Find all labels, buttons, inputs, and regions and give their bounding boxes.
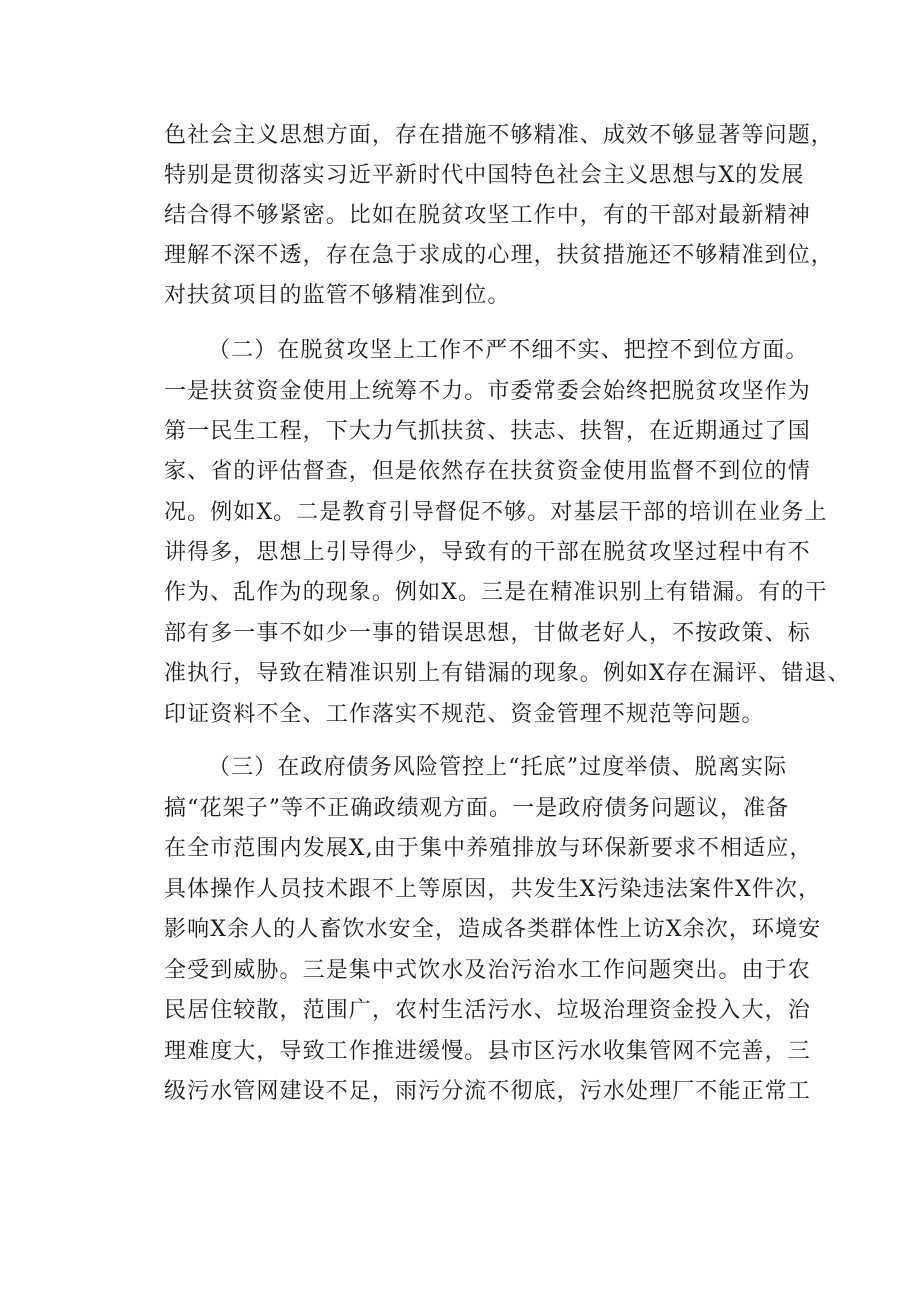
text-line: 结合得不够紧密。比如在脱贫攻坚工作中，有的干部对最新精神 bbox=[164, 203, 811, 228]
text-line: 部有多一事不如少一事的错误思想，甘做老好人，不按政策、标 bbox=[164, 621, 811, 646]
text-line: 级污水管网建设不足，雨污分流不彻底，污水处理厂不能正常工 bbox=[164, 1079, 811, 1104]
text-line: 在全市范围内发展X,由于集中养殖排放与环保新要求不相适应， bbox=[164, 836, 813, 861]
text-line: 理难度大，导致工作推进缓慢。县市区污水收集管网不完善，三 bbox=[164, 1039, 811, 1064]
text-line: 讲得多，思想上引导得少，导致有的干部在脱贫攻坚过程中有不 bbox=[164, 540, 811, 565]
text-line: 家、省的评估督查，但是依然存在扶贫资金使用监督不到位的情 bbox=[164, 459, 811, 484]
text-line: 色社会主义思想方面，存在措施不够精准、成效不够显著等问题， bbox=[164, 123, 834, 148]
text-line: 具体操作人员技术跟不上等原因，共发生X污染违法案件X件次， bbox=[164, 877, 822, 902]
text-line: 况。例如X。二是教育引导督促不够。对基层干部的培训在业务上 bbox=[164, 500, 828, 525]
text-line: 全受到威胁。三是集中式饮水及治污治水工作问题突出。由于农 bbox=[164, 958, 811, 983]
text-line: 一是扶贫资金使用上统筹不力。市委常委会始终把脱贫攻坚作为 bbox=[164, 379, 811, 404]
text-line: 特别是贯彻落实习近平新时代中国特色社会主义思想与X的发展 bbox=[164, 163, 805, 188]
text-line: 第一民生工程，下大力气抓扶贫、扶志、扶智，在近期通过了国 bbox=[164, 419, 811, 444]
text-line: 印证资料不全、工作落实不规范、资金管理不规范等问题。 bbox=[164, 702, 765, 727]
text-line: 理解不深不透，存在急于求成的心理，扶贫措施还不够精准到位， bbox=[164, 243, 834, 268]
text-line: 影响X余人的人畜饮水安全，造成各类群体性上访X余次，环境安 bbox=[164, 917, 822, 942]
text-line: 对扶贫项目的监管不够精准到位。 bbox=[164, 283, 511, 308]
text-line: 作为、乱作为的现象。例如X。三是在精准识别上有错漏。有的干 bbox=[164, 580, 828, 605]
section-heading-2: （二）在脱贫攻坚上工作不严不细不实、把控不到位方面。 bbox=[208, 338, 809, 363]
text-line: 准执行，导致在精准识别上有错漏的现象。例如X存在漏评、错退、 bbox=[164, 661, 851, 686]
section-heading-3: （三）在政府债务风险管控上“托底”过度举债、脱离实际 bbox=[208, 755, 788, 780]
text-line: 民居住较散，范围广，农村生活污水、垃圾治理资金投入大，治 bbox=[164, 998, 811, 1023]
text-line: 搞“花架子”等不正确政绩观方面。一是政府债务问题议，准备 bbox=[164, 796, 790, 821]
